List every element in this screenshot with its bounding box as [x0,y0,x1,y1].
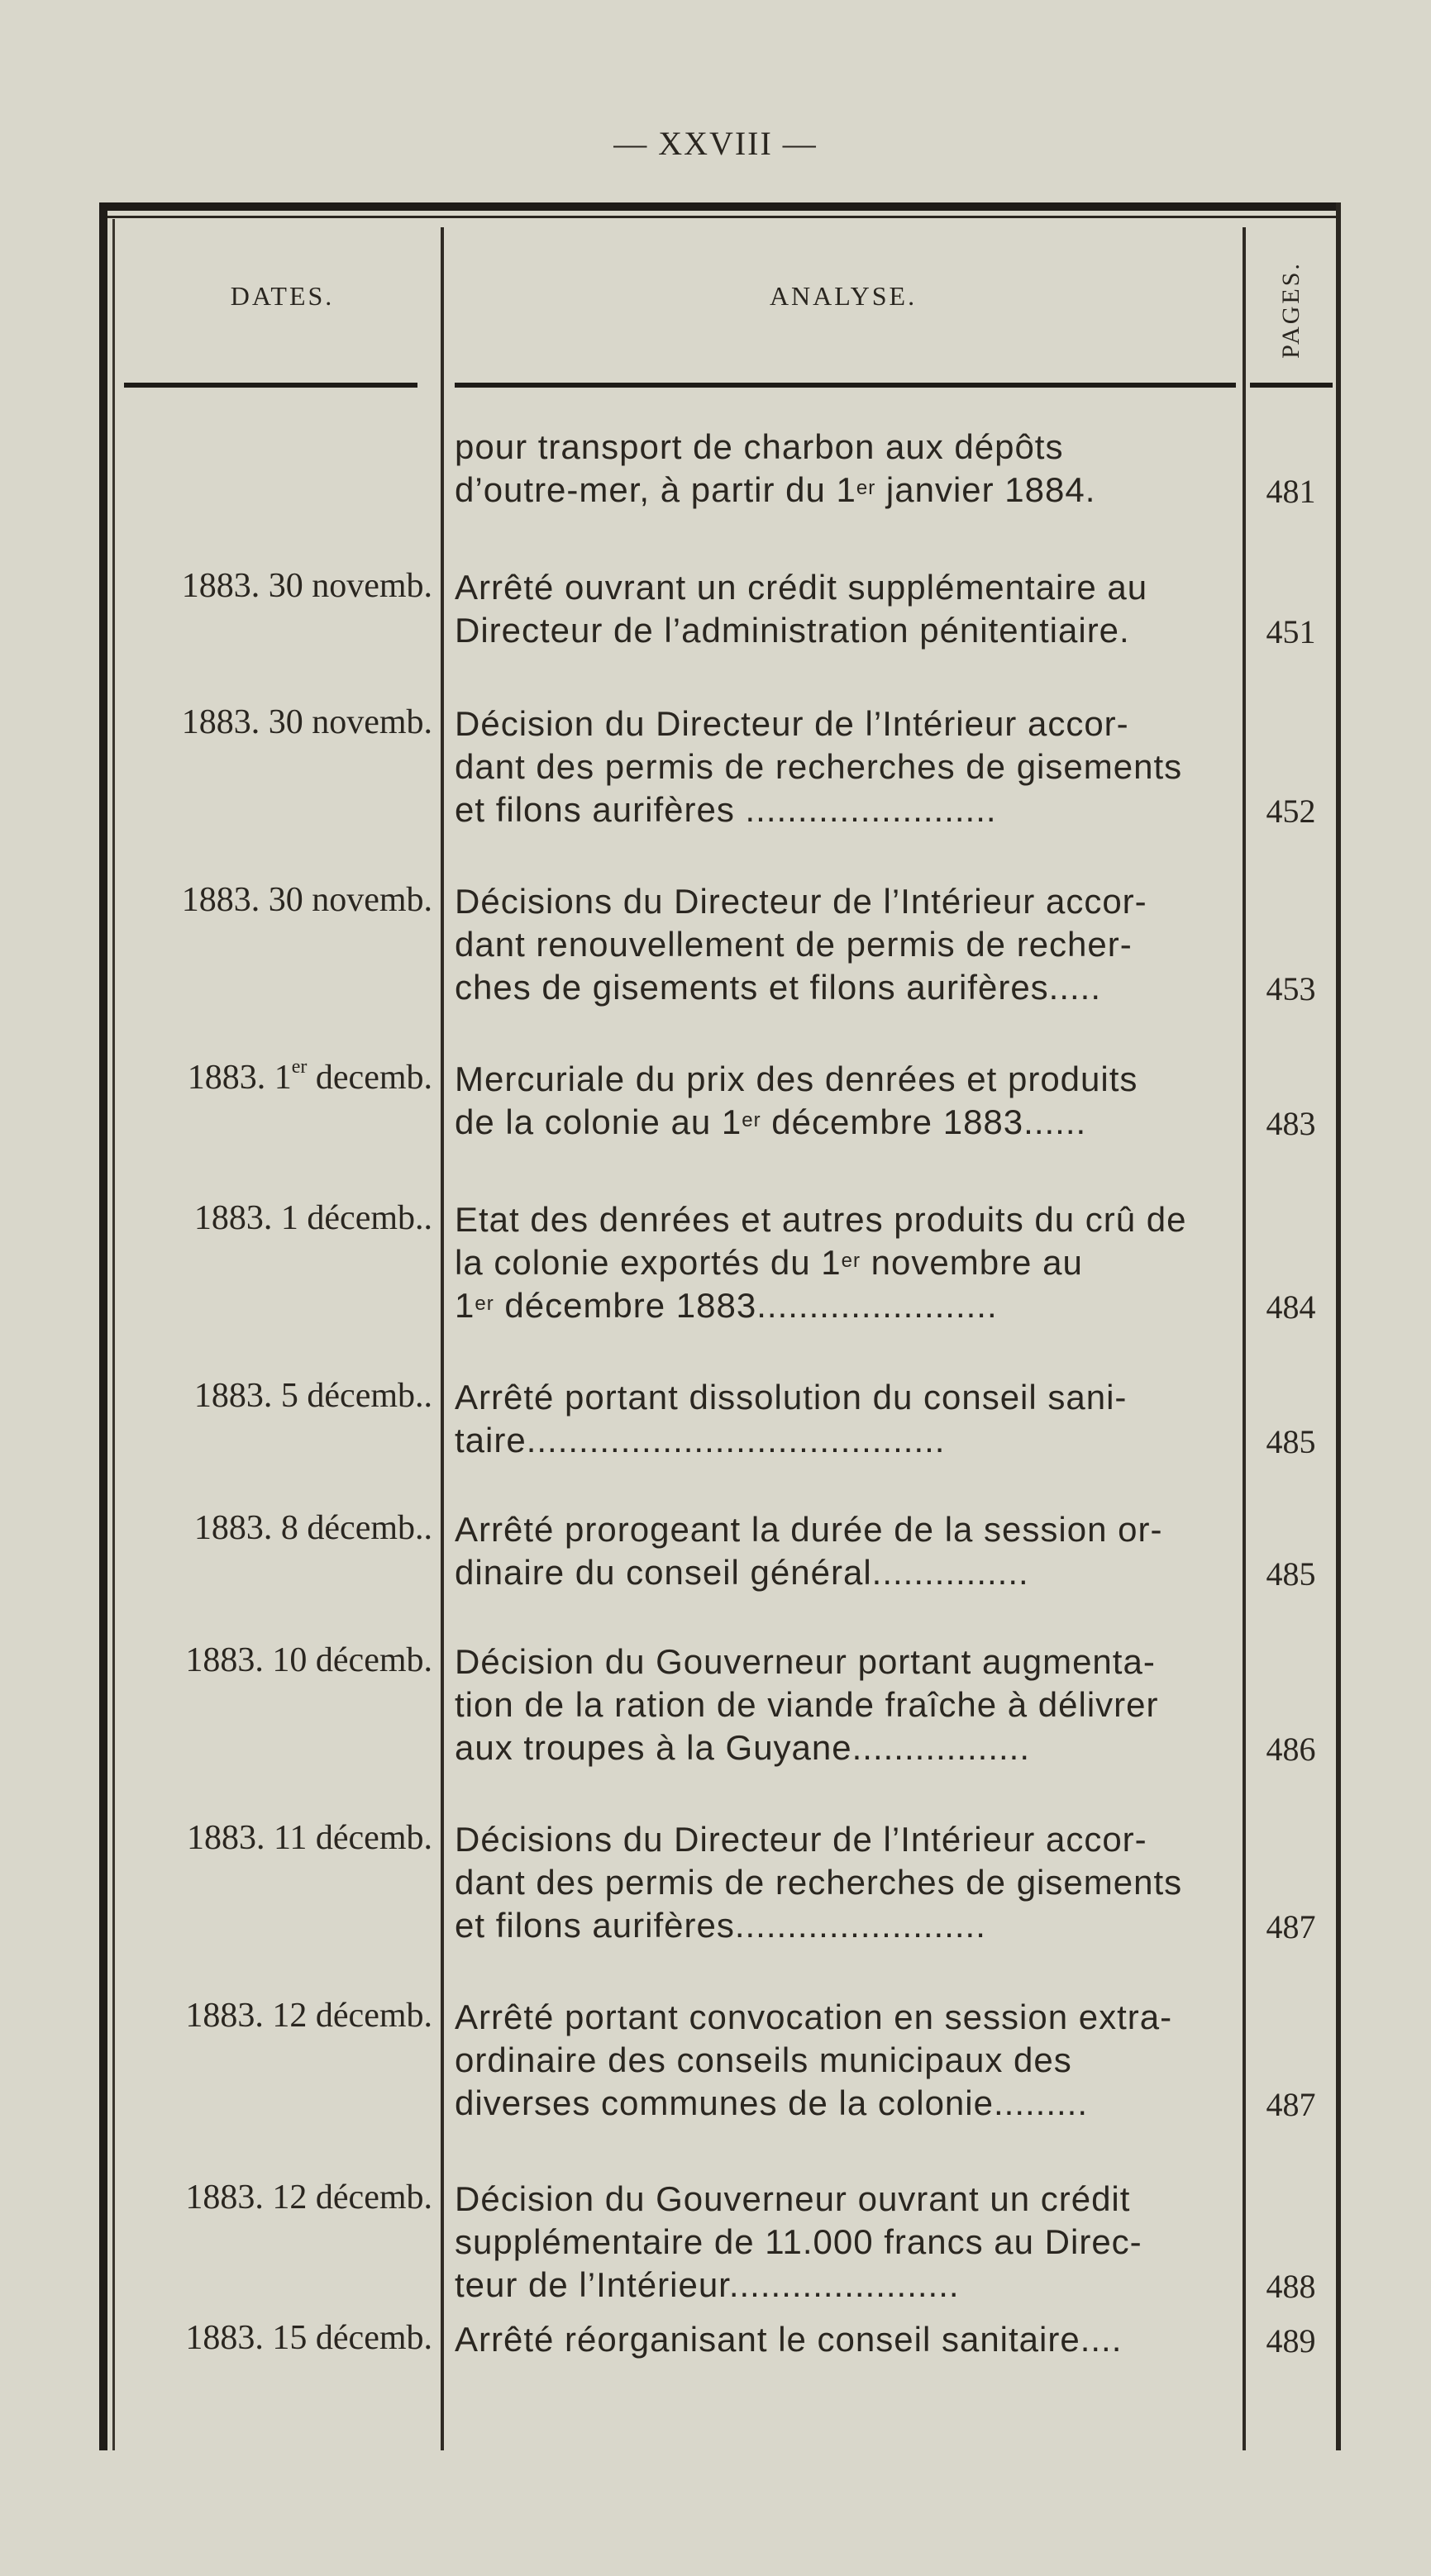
entry-page-number: 481 [1266,473,1316,510]
entry-page-number: 483 [1266,1105,1316,1142]
entry-page-number: 485 [1266,1423,1316,1460]
entry-date: 1883. 1er decemb. [187,1056,432,1097]
entry-analysis [455,1640,1236,1769]
analysis-line: Arrêté portant dissolution du conseil sani- [455,1378,1128,1417]
entry-date: 1883. 30 novemb. [181,881,432,919]
analysis-line: Décision du Gouverneur ouvrant un crédit [455,2179,1131,2218]
entry-page-number: 453 [1266,970,1316,1007]
analysis-line: tion de la ration de viande fraîche à délivrer [455,1685,1159,1724]
entry-page-number: 487 [1266,1908,1316,1945]
entry-analysis [455,1058,1236,1144]
analysis-line: Arrêté portant convocation en session extra- [455,1997,1173,2036]
analysis-line: Décision du Directeur de l’Intérieur accor- [455,704,1129,743]
entry-analysis [455,1508,1236,1594]
entry-date: 1883. 10 décemb. [185,1641,432,1679]
analysis-line: Décisions du Directeur de l’Intérieur accor- [455,1820,1147,1859]
analysis-line: Arrêté prorogeant la durée de la session or- [455,1510,1163,1549]
entry-analysis [455,2318,1236,2361]
entry-analysis [455,2178,1236,2307]
entry-page-number: 488 [1266,2268,1316,2305]
entry-analysis [455,880,1236,1009]
analysis-line: Arrêté réorganisant le conseil sanitaire.... [455,2320,1123,2359]
analysis-line: dant des permis de recherches de gisements [455,747,1183,786]
analysis-line: de la colonie au 1er décembre 1883...... [455,1102,1087,1141]
analysis-line: et filons aurifères........................ [455,1906,986,1945]
left-rule-thin [112,219,115,2450]
entry-date: 1883. 1 décemb.. [193,1199,432,1237]
right-rule [1336,202,1341,2450]
analysis-line: Etat des denrées et autres produits du crû de [455,1200,1187,1239]
analysis-line: ordinaire des conseils municipaux des [455,2040,1072,2079]
column-header-dates: DATES. [230,281,335,311]
top-rule [99,202,1341,211]
analysis-line: dinaire du conseil général............... [455,1553,1029,1592]
index-table [99,202,1341,2450]
entry-analysis [455,1818,1236,1947]
entry-analysis [455,1996,1236,2125]
header-rule-dates [124,383,417,388]
analysis-line: ches de gisements et filons aurifères..... [455,968,1102,1007]
entry-analysis [455,702,1236,831]
entry-analysis [455,426,1236,512]
column-header-analyse: ANALYSE. [769,281,918,311]
entry-date: 1883. 12 décemb. [185,2178,432,2217]
column-header-pages-label: PAGES. [1276,261,1305,359]
entry-page-number: 485 [1266,1555,1316,1593]
analysis-line: supplémentaire de 11.000 francs au Direc- [455,2222,1142,2261]
analysis-line: taire........................................ [455,1421,946,1459]
entry-date: 1883. 15 décemb. [185,2319,432,2357]
analysis-line: Décision du Gouverneur portant augmenta- [455,1642,1156,1681]
entry-date: 1883. 30 novemb. [181,703,432,741]
analysis-line: aux troupes à la Guyane................. [455,1728,1031,1767]
column-divider-dates [441,227,444,2450]
entry-page-number: 451 [1266,613,1316,650]
entry-page-number: 486 [1266,1731,1316,1768]
column-header-pages [1246,236,1336,384]
entry-page-number: 452 [1266,793,1316,830]
analysis-line: Arrêté ouvrant un crédit supplémentaire au [455,568,1148,607]
analysis-line: Directeur de l’administration pénitentiaire. [455,611,1130,650]
entry-date: 1883. 8 décemb.. [193,1509,432,1547]
analysis-line: teur de l’Intérieur...................... [455,2265,960,2304]
top-rule-thin [99,216,1341,218]
entry-date: 1883. 11 décemb. [186,1819,432,1857]
analysis-line: dant renouvellement de permis de recher- [455,925,1133,964]
analysis-line: d’outre-mer, à partir du 1er janvier 1884. [455,470,1096,509]
header-rule-analyse [455,383,1236,388]
entry-date: 1883. 12 décemb. [185,1997,432,2035]
entry-page-number: 489 [1266,2322,1316,2359]
header-rule-pages [1250,383,1333,388]
analysis-line: 1er décembre 1883....................... [455,1286,998,1325]
analysis-line: Mercuriale du prix des denrées et produits [455,1059,1138,1098]
analysis-line: pour transport de charbon aux dépôts [455,427,1064,466]
entry-page-number: 484 [1266,1288,1316,1326]
entry-date: 1883. 5 décemb.. [193,1377,432,1415]
analysis-line: la colonie exportés du 1er novembre au [455,1243,1083,1282]
entry-analysis [455,1376,1236,1462]
entry-analysis [455,1198,1236,1327]
entry-analysis [455,566,1236,652]
entry-page-number: 487 [1266,2086,1316,2123]
analysis-line: Décisions du Directeur de l’Intérieur accor- [455,882,1147,921]
analysis-line: et filons aurifères ........................ [455,790,997,829]
entry-date: 1883. 30 novemb. [181,567,432,605]
page-header: — XXVIII — [613,125,818,162]
left-rule [99,202,107,2450]
analysis-line: dant des permis de recherches de gisements [455,1863,1183,1902]
analysis-line: diverses communes de la colonie......... [455,2083,1088,2122]
